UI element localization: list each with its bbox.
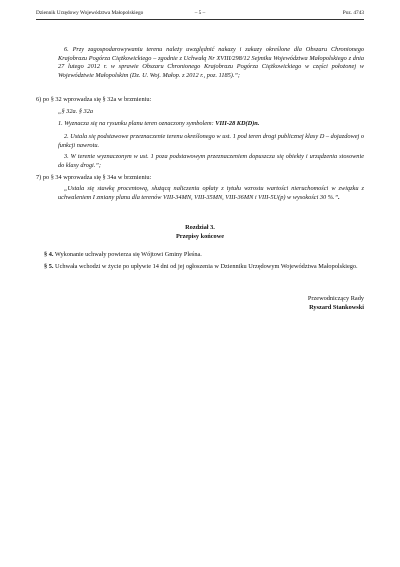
section-4 bbox=[36, 251, 364, 260]
rate-text-end: . bbox=[338, 193, 340, 201]
header-divider bbox=[36, 19, 364, 20]
position-number: Poz. 4743 bbox=[342, 10, 364, 16]
section-5-text: Uchwała wchodzi w życie po upływie 14 dni od jej ogłoszenia w Dzienniku Urzędowym Województwa Małopolskiego. bbox=[53, 263, 358, 270]
page-number: – 5 – bbox=[194, 10, 206, 16]
chapter-title: Przepisy końcowe bbox=[175, 233, 225, 240]
area-symbol: VIII-28 KD(D)n. bbox=[215, 120, 260, 127]
section-5-number: § 5. bbox=[44, 263, 54, 270]
signature-role: Przewodniczący Rady bbox=[307, 295, 364, 302]
section-34a-text bbox=[58, 185, 364, 202]
chapter-heading: Rozdział 3. bbox=[185, 224, 215, 231]
section-4-number: § 4. bbox=[44, 251, 54, 258]
section-32a-item-1 bbox=[58, 120, 364, 129]
section-5 bbox=[36, 263, 364, 272]
paragraph-6: 6. Przy zagospodarowywaniu terenu należy uwzględnić nakazy i zakazy określone dla Obszaru Chronionego Krajobrazu Pogórza Ciężkowickiego – zgodnie z Uchwałą Nr XVIII/298/12 Sejmiku Województwa Małopolskiego z dnia 27 lutego 2012 r. w sprawie Obszaru Chronionego Krajobrazu Pogórza Ciężkowickiego w części położonej w Województwie Małopolskim (Dz. U. Woj. Małop. z 2012 r., poz. 1185).”; bbox=[58, 46, 364, 79]
section-32a-item-3: 3. W terenie wyznaczonym w ust. 1 poza podstawowym przeznaczeniem dopuszcza się obiekty i urządzenia stosownie do klasy drogi.”; bbox=[58, 153, 364, 169]
journal-title: Dziennik Urzędowy Województwa Małopolskiego bbox=[36, 10, 144, 16]
section-4-text: Wykonanie uchwały powierza się Wójtowi Gminy Pleśna. bbox=[53, 251, 202, 258]
item-1-text: 1. Wyznacza się na rysunku planu teren oznaczony symbolem: bbox=[58, 120, 216, 127]
rate-text: „Ustala się stawkę procentową, służącą naliczeniu opłaty z tytułu wzrostu wartości nieruchomości w związku z uchwaleniem I zmiany planu dla terenów VIII-34MN, VIII-35MN, VIII-36MN i VIII-5U(p) w wysokości 30 %.” bbox=[58, 185, 364, 201]
amendment-6-intro: 6) po § 32 wprowadza się § 32a w brzmieniu: bbox=[36, 96, 152, 103]
section-32a-heading: „§ 32a. § 32a bbox=[58, 108, 93, 115]
section-32a-item-2: 2. Ustala się podstawowe przeznaczenie terenu określonego w ust. 1 pod teren drogi publicznej klasy D – dojazdowej o funkcji nawrotu. bbox=[58, 133, 364, 149]
signature-name: Ryszard Stankowski bbox=[309, 304, 364, 311]
amendment-7-intro: 7) po § 34 wprowadza się § 34a w brzmieniu: bbox=[36, 174, 152, 181]
